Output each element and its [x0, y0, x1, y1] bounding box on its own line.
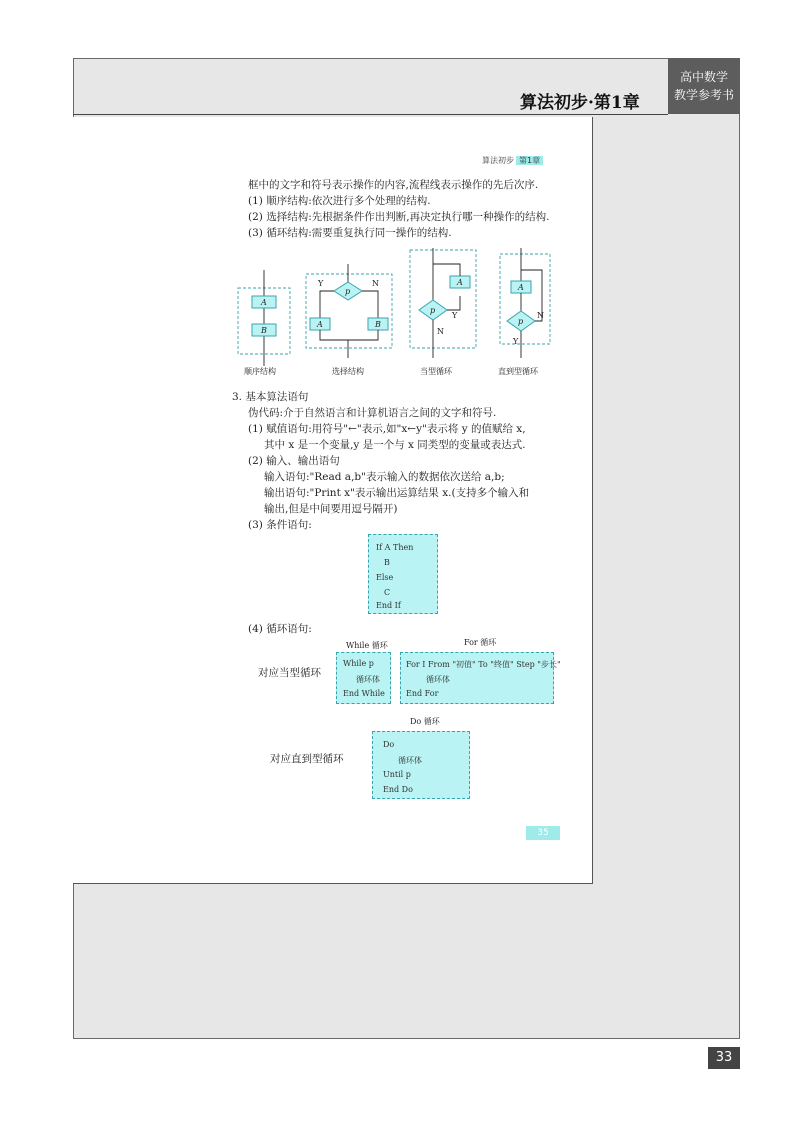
for-code-line-3: End For: [406, 689, 439, 698]
io-output-2: 输出,但是中间要用逗号隔开): [264, 503, 398, 515]
chapter-title: 算法初步·第1章: [520, 93, 640, 113]
while-yes-label: Y: [452, 311, 458, 320]
while-cond-label: p: [430, 306, 436, 315]
flowchart-diagrams: [230, 248, 570, 382]
page-number: 33: [708, 1047, 740, 1069]
for-code-line-2: 循环体: [426, 675, 450, 684]
for-code-line-1: For I From "初值" To "终值" Step "步长": [406, 660, 561, 669]
do-code-line-3: Until p: [383, 770, 411, 779]
inner-header-tag: 第1章: [516, 156, 543, 165]
seq-caption: 顺序结构: [244, 367, 276, 376]
pseudocode-definition: 伪代码:介于自然语言和计算机语言之间的文字和符号.: [248, 407, 497, 419]
intro-line-4: (3) 循环结构:需要重复执行同一操作的结构.: [248, 227, 452, 239]
header-rule: [73, 114, 668, 115]
sel-caption: 选择结构: [332, 367, 364, 376]
while-code-line-2: 循环体: [356, 675, 380, 684]
if-code-line-5: End If: [376, 601, 401, 610]
io-input: 输入语句:"Read a,b"表示输入的数据依次送给 a,b;: [264, 471, 505, 483]
inner-page-number: 35: [526, 826, 560, 840]
inner-page-header: [482, 155, 543, 166]
sel-yes-line: [320, 291, 334, 318]
if-code-line-1: If A Then: [376, 543, 414, 552]
sel-no-line: [362, 291, 378, 318]
until-caption: 直到型循环: [498, 367, 538, 376]
badge-line-2: 教学参考书: [673, 88, 734, 102]
sel-merge-line: [320, 330, 378, 340]
intro-line-3: (2) 选择结构:先根据条件作出判断,再决定执行哪一种操作的结构.: [248, 211, 550, 223]
while-code-line-1: While p: [343, 659, 374, 668]
while-caption: 当型循环: [420, 367, 452, 376]
inner-header-label: 算法初步: [482, 156, 514, 165]
if-code-line-3: Else: [376, 573, 394, 582]
do-code-line-2: 循环体: [398, 756, 422, 765]
sequence-structure-diagram: [238, 270, 290, 366]
intro-line-2: (1) 顺序结构:依次进行多个处理的结构.: [248, 195, 431, 207]
until-yes-label: Y: [513, 337, 519, 346]
section3-heading: 3. 基本算法语句: [232, 391, 309, 403]
while-code-heading: While 循环: [346, 641, 388, 650]
do-code-line-4: End Do: [383, 785, 413, 794]
do-type-label: 对应直到型循环: [270, 753, 344, 765]
until-box-a-label: A: [518, 283, 524, 292]
intro-line-1: 框中的文字和符号表示操作的内容,流程线表示操作的先后次序.: [248, 179, 539, 191]
if-code-line-4: C: [384, 588, 391, 597]
until-cond-label: p: [518, 317, 524, 326]
seq-box-a-label: A: [261, 298, 267, 307]
sel-box-a-label: A: [317, 320, 323, 329]
do-code-line-1: Do: [383, 740, 395, 749]
while-type-label: 对应当型循环: [258, 667, 321, 679]
book-badge: [668, 58, 740, 114]
for-code-heading: For 循环: [464, 638, 497, 647]
while-no-label: N: [437, 327, 444, 336]
while-loop-diagram: [410, 248, 476, 358]
selection-structure-diagram: [306, 264, 392, 358]
sel-cond-label: p: [345, 287, 351, 296]
loop-title: (4) 循环语句:: [248, 623, 312, 635]
while-code-line-3: End While: [343, 689, 385, 698]
until-dashed-frame: [500, 254, 550, 344]
io-title: (2) 输入、输出语句: [248, 455, 340, 467]
io-output-1: 输出语句:"Print x"表示输出运算结果 x.(支持多个输入和: [264, 487, 530, 499]
sel-no-label: N: [372, 279, 379, 288]
if-code-line-2: B: [384, 558, 390, 567]
while-loop-back: [433, 264, 460, 276]
seq-box-b-label: B: [261, 326, 267, 335]
cond-title: (3) 条件语句:: [248, 519, 312, 531]
while-yes-line: [447, 296, 460, 310]
badge-line-1: 高中数学: [679, 70, 728, 84]
sel-box-b-label: B: [375, 320, 381, 329]
until-no-label: N: [537, 311, 544, 320]
until-loop-diagram: [500, 248, 550, 358]
assign-line-2: 其中 x 是一个变量,y 是一个与 x 同类型的变量或表达式.: [264, 439, 526, 451]
while-box-a-label: A: [457, 278, 463, 287]
assign-line-1: (1) 赋值语句:用符号"←"表示,如"x←y"表示将 y 的值赋给 x,: [248, 423, 526, 435]
do-code-heading: Do 循环: [410, 717, 440, 726]
sel-yes-label: Y: [318, 279, 324, 288]
